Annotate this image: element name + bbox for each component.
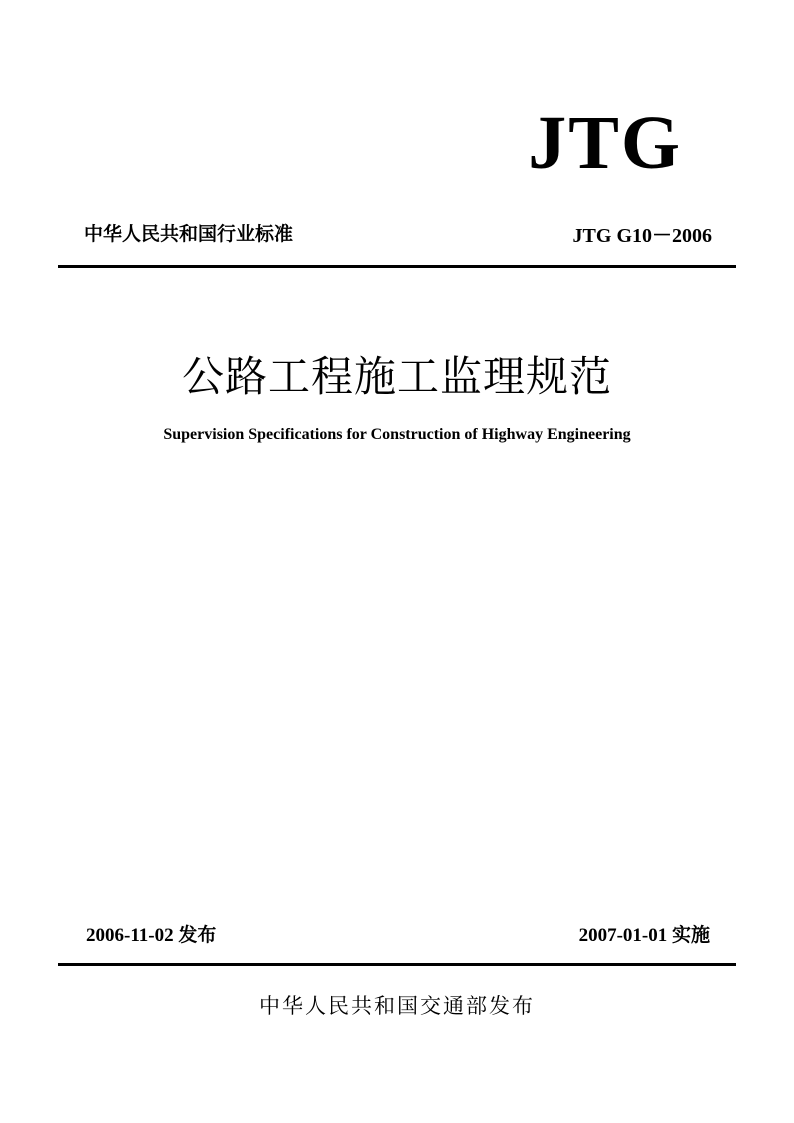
standard-number: JTG G10－2006 [572,225,712,247]
bottom-divider [58,963,736,966]
standard-category: 中华人民共和国行业标准 [84,223,294,245]
publisher: 中华人民共和国交通部发布 [259,994,535,1018]
document-title-english: Supervision Specifications for Construction of Highway Engineering [163,426,631,443]
document-title-chinese: 公路工程施工监理规范 [181,352,612,401]
jtg-logo: JTG [528,101,682,185]
top-divider [58,265,736,268]
implementation-date: 2007-01-01 实施 [578,925,710,946]
issue-date: 2006-11-02 发布 [86,925,217,946]
